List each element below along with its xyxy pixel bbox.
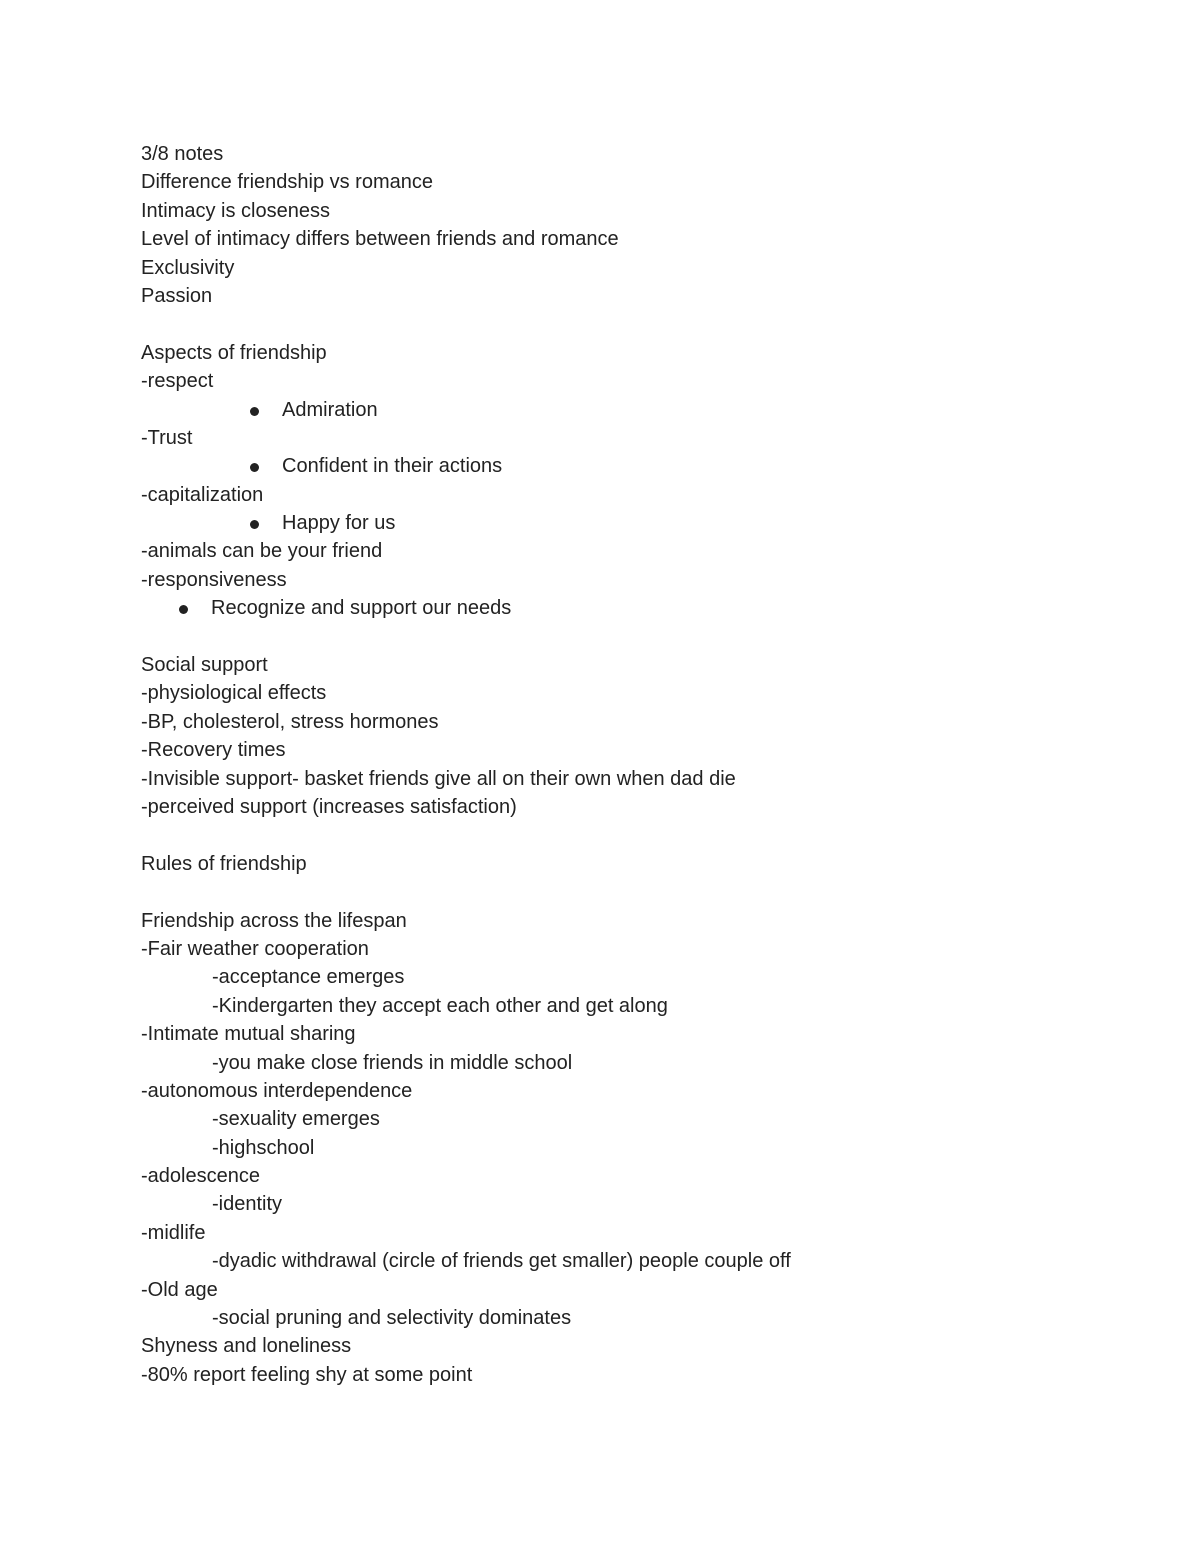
blank-line xyxy=(141,878,1141,906)
bullet-text: Admiration xyxy=(282,398,378,421)
bullet-text: Confident in their actions xyxy=(282,455,503,478)
blank-line xyxy=(141,623,1141,651)
bullet-text: Recognize and support our needs xyxy=(211,597,512,620)
social-support-item: -Invisible support- basket friends give all on their own when dad die xyxy=(141,767,736,790)
social-support-heading: Social support xyxy=(141,654,268,677)
social-support-item: -Recovery times xyxy=(141,739,286,762)
social-support-item: -perceived support (increases satisfaction) xyxy=(141,795,517,818)
aspect-capitalization: -capitalization xyxy=(141,483,264,506)
bullet-item xyxy=(141,396,1141,424)
intro-line: Level of intimacy differs between friends and romance xyxy=(141,228,619,251)
lifespan-substage: -highschool xyxy=(212,1136,315,1159)
social-support-item: -physiological effects xyxy=(141,682,327,705)
bullet-item xyxy=(141,509,1141,537)
lifespan-substage: -identity xyxy=(212,1193,283,1216)
bullet-dot-icon xyxy=(179,605,188,614)
document-body xyxy=(141,140,1141,1389)
aspect-trust: -Trust xyxy=(141,426,193,449)
lifespan-substage: -acceptance emerges xyxy=(212,966,405,989)
bullet-item xyxy=(141,594,1141,622)
aspects-heading: Aspects of friendship xyxy=(141,341,327,364)
lifespan-substage: -sexuality emerges xyxy=(212,1108,380,1131)
lifespan-substage: -you make close friends in middle school xyxy=(212,1051,573,1074)
lifespan-substage: -dyadic withdrawal (circle of friends get smaller) people couple off xyxy=(212,1250,791,1273)
lifespan-stage: -Old age xyxy=(141,1278,218,1301)
notes-title: 3/8 notes xyxy=(141,143,224,165)
lifespan-stage: -autonomous interdependence xyxy=(141,1079,413,1102)
intro-line: Intimacy is closeness xyxy=(141,199,330,222)
blank-line xyxy=(141,821,1141,849)
intro-line: Difference friendship vs romance xyxy=(141,171,433,194)
lifespan-substage: -Kindergarten they accept each other and get along xyxy=(212,994,668,1017)
rules-heading: Rules of friendship xyxy=(141,852,307,875)
social-support-item: -BP, cholesterol, stress hormones xyxy=(141,710,439,733)
bullet-dot-icon xyxy=(250,520,259,529)
lifespan-substage: -social pruning and selectivity dominates xyxy=(212,1307,572,1330)
lifespan-stage: -adolescence xyxy=(141,1165,260,1188)
shyness-item: -80% report feeling shy at some point xyxy=(141,1363,473,1386)
lifespan-heading: Friendship across the lifespan xyxy=(141,909,407,932)
intro-line: Passion xyxy=(141,284,213,307)
bullet-item xyxy=(141,452,1141,480)
lifespan-stage: -midlife xyxy=(141,1221,206,1244)
aspect-responsiveness: -responsiveness xyxy=(141,568,287,591)
intro-line: Exclusivity xyxy=(141,256,235,279)
aspect-animals: -animals can be your friend xyxy=(141,540,383,563)
bullet-dot-icon xyxy=(250,463,259,472)
bullet-dot-icon xyxy=(250,407,259,416)
shyness-heading: Shyness and loneliness xyxy=(141,1335,352,1358)
lifespan-stage: -Intimate mutual sharing xyxy=(141,1023,356,1046)
aspect-respect: -respect xyxy=(141,370,214,393)
bullet-text: Happy for us xyxy=(282,512,396,535)
blank-line xyxy=(141,310,1141,338)
lifespan-stage: -Fair weather cooperation xyxy=(141,937,369,960)
